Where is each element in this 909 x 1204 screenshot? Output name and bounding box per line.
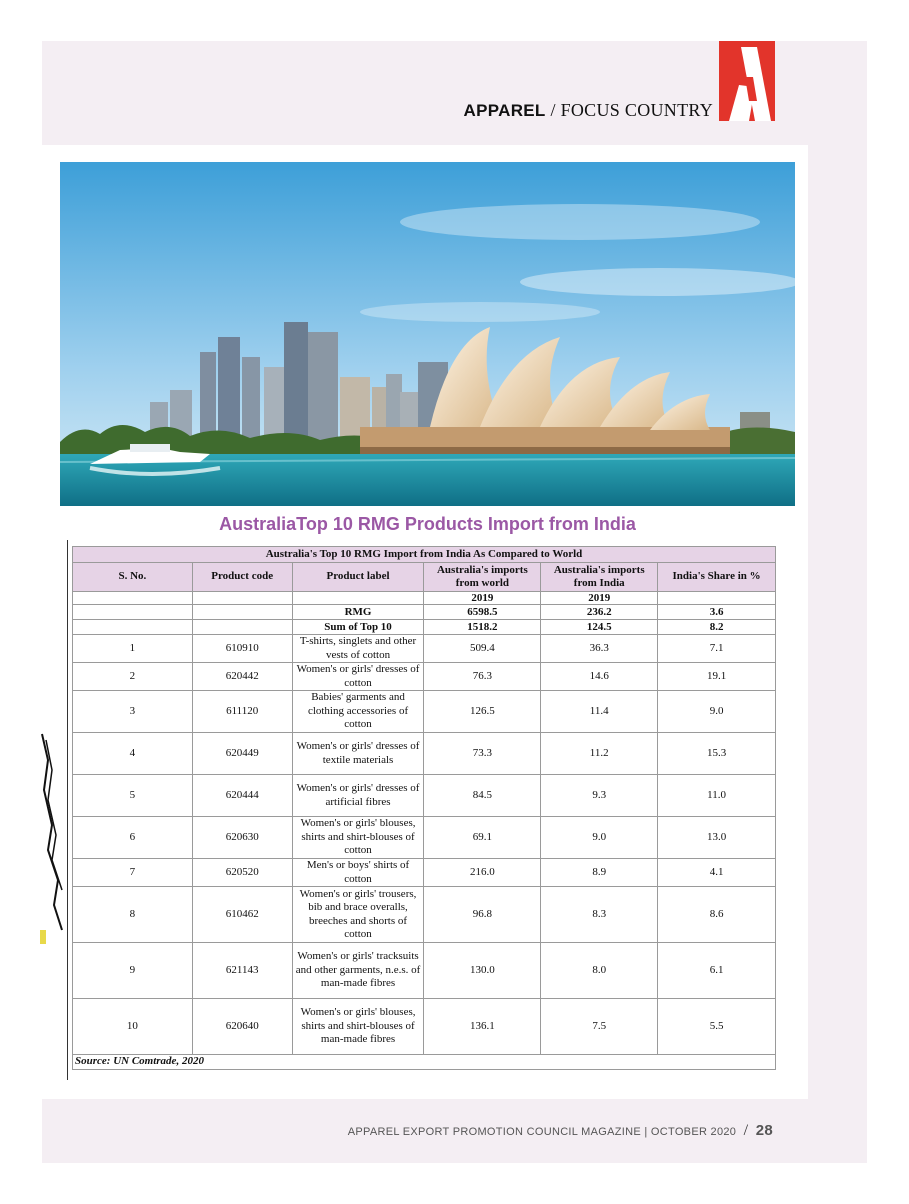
summary-world: 6598.5: [424, 605, 541, 620]
cell-sno: 1: [73, 635, 193, 663]
cell-imports-india: 8.3: [541, 887, 658, 943]
cell-product-code: 610910: [192, 635, 292, 663]
cell-imports-world: 69.1: [424, 817, 541, 859]
table-row: [73, 733, 776, 775]
sydney-opera-house-photo: [60, 162, 795, 506]
footer-slash: /: [743, 1122, 749, 1139]
magazine-logo-icon: [719, 41, 775, 121]
import-table: [72, 546, 776, 1070]
cell-product-code: 620444: [192, 775, 292, 817]
cell-imports-world: 136.1: [424, 999, 541, 1055]
cell-product-label: Babies' garments and clothing accessories of cotton: [292, 691, 424, 733]
cell-product-label: Women's or girls' trousers, bib and brace overalls, breeches and shorts of cotton: [292, 887, 424, 943]
cell-product-code: 621143: [192, 943, 292, 999]
side-band: [808, 41, 867, 1099]
cell-imports-world: 130.0: [424, 943, 541, 999]
footer-issue: OCTOBER 2020: [650, 1126, 737, 1138]
cell-imports-world: 126.5: [424, 691, 541, 733]
cell-india-share: 19.1: [658, 663, 776, 691]
summary-share: 3.6: [658, 605, 776, 620]
cell-india-share: 13.0: [658, 817, 776, 859]
cell-sno: 9: [73, 943, 193, 999]
table-row: [73, 691, 776, 733]
summary-row: [73, 620, 776, 635]
footer-divider: |: [644, 1126, 648, 1138]
table-row: [73, 999, 776, 1055]
summary-label: RMG: [292, 605, 424, 620]
summary-row: [73, 605, 776, 620]
year-world: 2019: [424, 592, 541, 605]
summary-world: 1518.2: [424, 620, 541, 635]
cell-product-code: 620449: [192, 733, 292, 775]
cell-product-label: Women's or girls' blouses, shirts and shirt-blouses of man-made fibres: [292, 999, 424, 1055]
cell-imports-india: 14.6: [541, 663, 658, 691]
header-sno: S. No.: [73, 563, 193, 592]
cell-sno: 10: [73, 999, 193, 1055]
cell-imports-india: 8.9: [541, 859, 658, 887]
summary-india: 236.2: [541, 605, 658, 620]
table-row: [73, 817, 776, 859]
cell-india-share: 8.6: [658, 887, 776, 943]
table-header-row: [73, 563, 776, 592]
subsection-label: FOCUS COUNTRY: [560, 100, 713, 120]
section-header: [464, 100, 713, 121]
cell-imports-india: 8.0: [541, 943, 658, 999]
table-caption: Australia's Top 10 RMG Import from India As Compared to World: [73, 547, 776, 563]
cell-india-share: 5.5: [658, 999, 776, 1055]
cell-product-label: Women's or girls' blouses, shirts and shirt-blouses of cotton: [292, 817, 424, 859]
page-number: 28: [755, 1122, 773, 1139]
cell-product-label: Women's or girls' dresses of cotton: [292, 663, 424, 691]
cell-imports-india: 36.3: [541, 635, 658, 663]
cell-product-code: 610462: [192, 887, 292, 943]
header-product-label: Product label: [292, 563, 424, 592]
source-note: Source: UN Comtrade, 2020: [73, 1055, 776, 1070]
cell-sno: 2: [73, 663, 193, 691]
cell-product-code: 620640: [192, 999, 292, 1055]
summary-india: 124.5: [541, 620, 658, 635]
cell-india-share: 7.1: [658, 635, 776, 663]
cell-product-label: T-shirts, singlets and other vests of cotton: [292, 635, 424, 663]
table-row: [73, 635, 776, 663]
source-row: [73, 1055, 776, 1070]
cell-imports-india: 11.4: [541, 691, 658, 733]
cell-product-code: 611120: [192, 691, 292, 733]
cell-product-label: Women's or girls' dresses of textile materials: [292, 733, 424, 775]
section-label: APPAREL: [463, 101, 546, 120]
header-separator: /: [550, 100, 556, 120]
table-row: [73, 663, 776, 691]
year-row: [73, 592, 776, 605]
table-title: AustraliaTop 10 RMG Products Import from India: [219, 514, 636, 534]
table-caption-row: [73, 547, 776, 563]
cell-product-code: 620520: [192, 859, 292, 887]
cell-india-share: 15.3: [658, 733, 776, 775]
pen-scribble-icon: [38, 730, 70, 950]
cell-product-label: Women's or girls' tracksuits and other garments, n.e.s. of man-made fibres: [292, 943, 424, 999]
summary-label: Sum of Top 10: [292, 620, 424, 635]
cell-imports-india: 9.3: [541, 775, 658, 817]
cell-sno: 4: [73, 733, 193, 775]
header-imports-india: Australia's imports from India: [541, 563, 658, 592]
table-row: [73, 943, 776, 999]
page-footer: [348, 1122, 773, 1140]
cell-india-share: 9.0: [658, 691, 776, 733]
cell-product-code: 620442: [192, 663, 292, 691]
cell-sno: 8: [73, 887, 193, 943]
cell-sno: 6: [73, 817, 193, 859]
header-imports-world: Australia's imports from world: [424, 563, 541, 592]
table-row: [73, 887, 776, 943]
cell-imports-india: 7.5: [541, 999, 658, 1055]
cell-sno: 7: [73, 859, 193, 887]
cell-imports-world: 84.5: [424, 775, 541, 817]
cell-product-label: Men's or boys' shirts of cotton: [292, 859, 424, 887]
cell-imports-world: 73.3: [424, 733, 541, 775]
cell-imports-world: 76.3: [424, 663, 541, 691]
cell-imports-world: 216.0: [424, 859, 541, 887]
table-row: [73, 859, 776, 887]
year-india: 2019: [541, 592, 658, 605]
header-product-code: Product code: [192, 563, 292, 592]
cell-imports-world: 96.8: [424, 887, 541, 943]
table-row: [73, 775, 776, 817]
cell-imports-india: 9.0: [541, 817, 658, 859]
cell-india-share: 11.0: [658, 775, 776, 817]
cell-sno: 3: [73, 691, 193, 733]
cell-product-label: Women's or girls' dresses of artificial fibres: [292, 775, 424, 817]
cell-product-code: 620630: [192, 817, 292, 859]
footer-magazine: APPAREL EXPORT PROMOTION COUNCIL MAGAZINE: [347, 1126, 642, 1138]
header-india-share: India's Share in %: [658, 563, 776, 592]
cell-india-share: 4.1: [658, 859, 776, 887]
cell-india-share: 6.1: [658, 943, 776, 999]
cell-sno: 5: [73, 775, 193, 817]
cell-imports-world: 509.4: [424, 635, 541, 663]
summary-share: 8.2: [658, 620, 776, 635]
cell-imports-india: 11.2: [541, 733, 658, 775]
